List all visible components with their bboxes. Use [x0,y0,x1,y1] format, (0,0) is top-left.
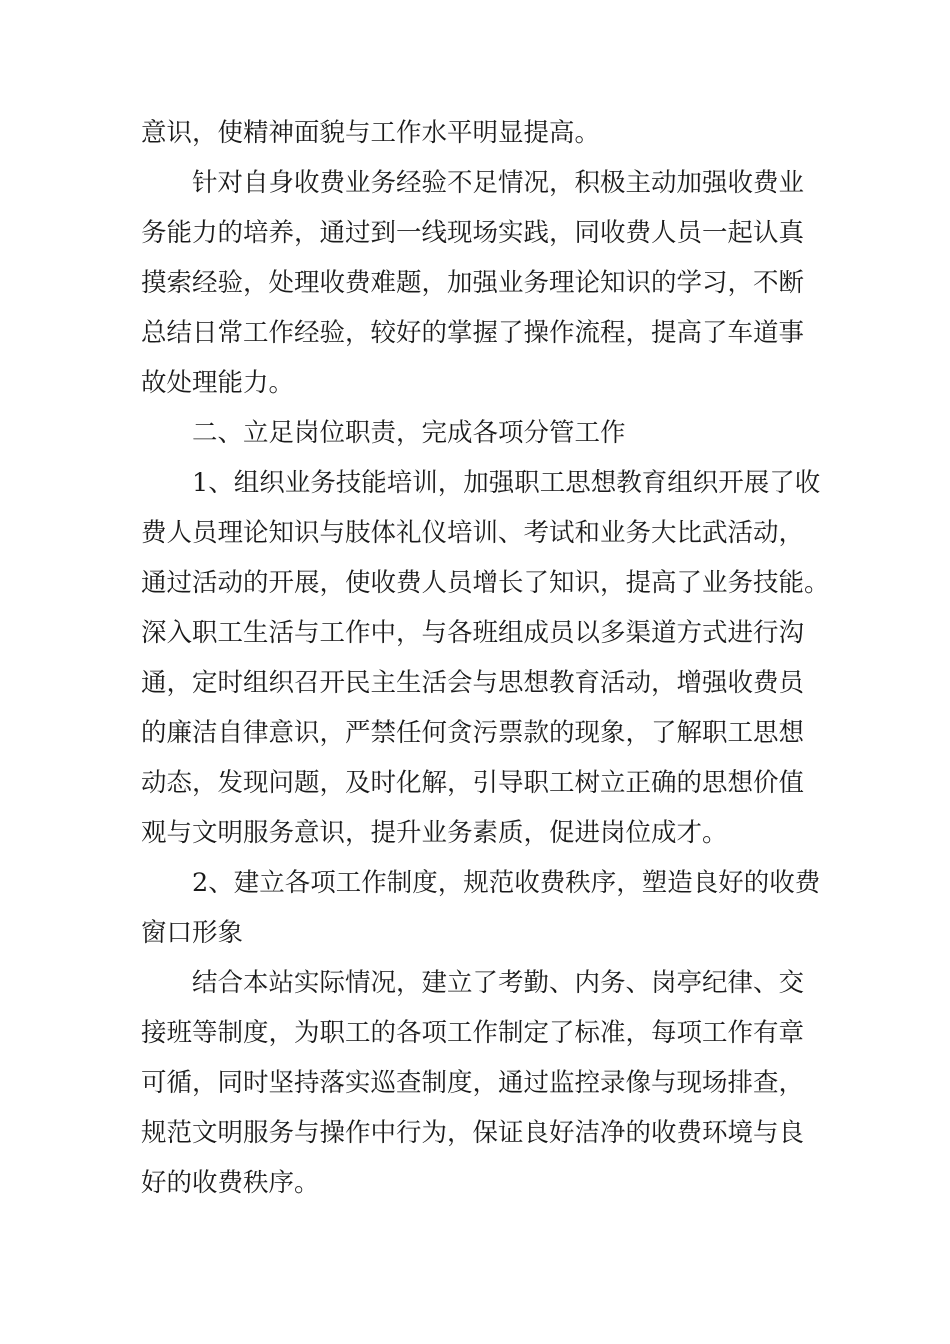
text-line: 总结日常工作经验，较好的掌握了操作流程，提高了车道事 [141,318,805,348]
text-line: 动态，发现问题，及时化解，引导职工树立正确的思想价值 [141,768,805,798]
paragraph-first-line: 2、建立各项工作制度，规范收费秩序，塑造良好的收费 [192,868,821,898]
text-line: 规范文明服务与操作中行为，保证良好洁净的收费环境与良 [141,1118,805,1148]
text-line: 摸索经验，处理收费难题，加强业务理论知识的学习，不断 [141,268,805,298]
paragraph-first-line: 针对自身收费业务经验不足情况，积极主动加强收费业 [192,168,805,198]
text-line: 接班等制度，为职工的各项工作制定了标准，每项工作有章 [141,1018,805,1048]
paragraph-first-line: 结合本站实际情况，建立了考勤、内务、岗亭纪律、交 [192,968,805,998]
text-line: 观与文明服务意识，提升业务素质，促进岗位成才。 [141,818,728,848]
text-line: 故处理能力。 [141,368,295,398]
text-line: 窗口形象 [141,918,244,948]
text-line: 可循，同时坚持落实巡查制度，通过监控录像与现场排查， [141,1068,805,1098]
text-line: 深入职工生活与工作中，与各班组成员以多渠道方式进行沟 [141,618,805,648]
text-line: 通，定时组织召开民主生活会与思想教育活动，增强收费员 [141,668,805,698]
paragraph-first-line: 1、组织业务技能培训，加强职工思想教育组织开展了收 [192,468,821,498]
text-line: 的廉洁自律意识，严禁任何贪污票款的现象，了解职工思想 [141,718,805,748]
section-heading: 二、立足岗位职责，完成各项分管工作 [192,418,626,448]
body-text [141,108,831,1208]
text-line: 费人员理论知识与肢体礼仪培训、考试和业务大比武活动， [141,518,805,548]
text-line: 务能力的培养，通过到一线现场实践，同收费人员一起认真 [141,218,805,248]
text-line: 通过活动的开展，使收费人员增长了知识，提高了业务技能。 [141,568,830,598]
text-line: 意识，使精神面貌与工作水平明显提高。 [141,118,601,148]
text-line: 好的收费秩序。 [141,1168,320,1198]
